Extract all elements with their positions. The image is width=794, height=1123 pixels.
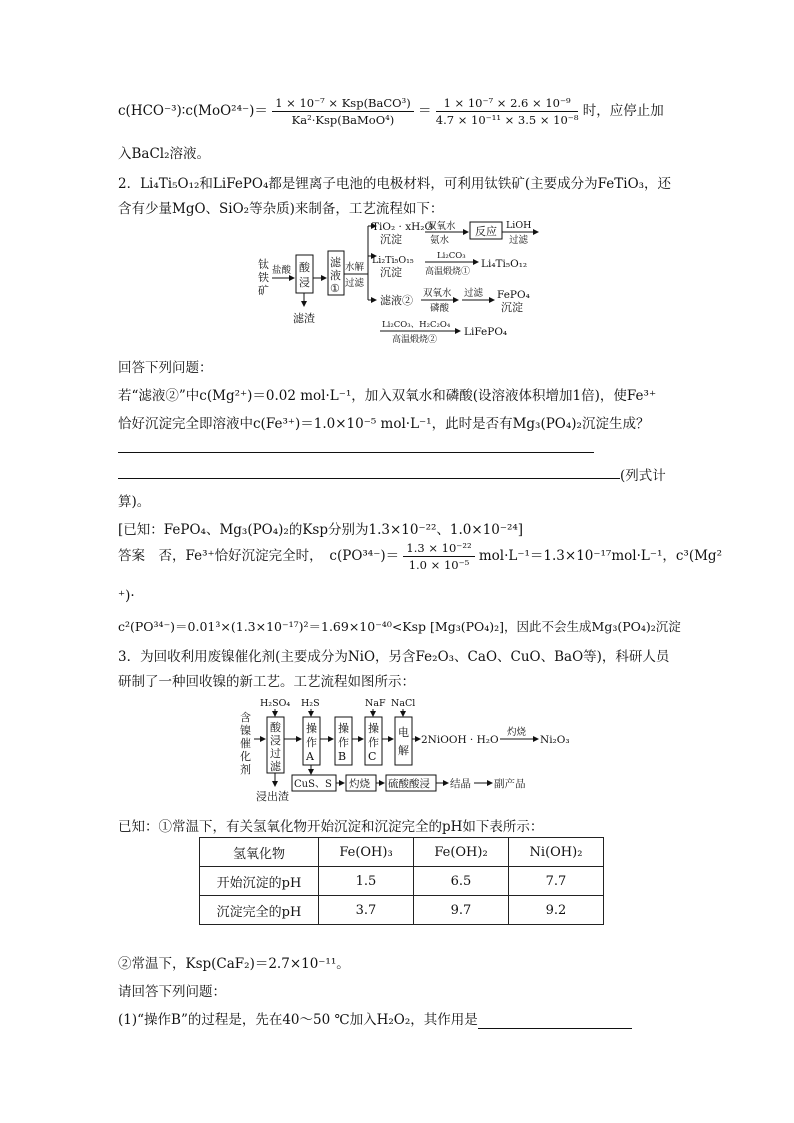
reaction-label: 反应	[475, 225, 497, 238]
ammonia-label: 氨水	[430, 235, 450, 246]
box1-char-4: 滤	[270, 760, 281, 773]
q3-known-2: ②常温下，Ksp(CaF₂)＝2.7×10⁻¹¹。	[118, 956, 350, 972]
calc1-label: 高温煅烧①	[425, 267, 471, 277]
q2-answer-line-1	[118, 541, 722, 572]
q2-answer-prompt: 回答下列问题：	[118, 360, 213, 376]
prev-fraction-1	[272, 96, 414, 127]
raw-char-2: 镍	[240, 724, 251, 737]
reagents2-label: Li₂CO₃、H₂C₂O₄	[382, 320, 451, 330]
box1-char-1: 酸	[270, 721, 281, 734]
box1-char-3: 过	[270, 747, 281, 760]
table-cell: 9.2	[509, 896, 604, 925]
table-row	[200, 896, 604, 925]
answer-blank-1[interactable]	[118, 452, 594, 453]
crystal-label: 结晶	[450, 778, 471, 790]
q2-question-line-3: (列式计	[620, 468, 666, 484]
box4-char-1: 操	[368, 722, 379, 735]
q2-answer-line-3: c²(PO³⁴⁻)＝0.01³×(1.3×10⁻¹⁷)²＝1.69×10⁻⁴⁰<Ksp [Mg₃(PO₄)₂]，因此不会生成Mg₃(PO₄)₂沉淀	[118, 619, 681, 634]
h2o2-label-a: 双氧水	[427, 221, 456, 232]
filtrate1-char-3: ①	[330, 282, 340, 295]
subquestion-1-text: (1)“操作B”的过程是，先在40～50 ℃加入H₂O₂，其作用是	[118, 1012, 478, 1028]
equals-sign: ＝	[417, 103, 432, 119]
residue-label: 滤渣	[293, 312, 315, 325]
q2-flow-diagram	[250, 218, 580, 348]
raw-char-3: 催	[240, 737, 251, 750]
q3-known-1: 已知：①常温下，有关氢氧化物开始沉淀和沉淀完全的pH如下表所示：	[118, 819, 544, 835]
h2o2-label-b: 双氧水	[423, 288, 452, 299]
phosacid-label: 磷酸	[430, 303, 450, 314]
frac2-denominator: 4.7 × 10⁻¹¹ × 3.5 × 10⁻⁸	[435, 113, 579, 127]
tio2-label: TiO₂ · xH₂O	[372, 221, 434, 233]
table-header-cell: Ni(OH)₂	[509, 838, 604, 867]
h2s-label: H₂S	[301, 698, 320, 709]
answer-suffix: mol·L⁻¹＝1.3×10⁻¹⁷mol·L⁻¹，c³(Mg²	[478, 548, 722, 564]
lioh-label: LiOH	[506, 220, 532, 231]
prev-ratio-lhs: c(HCO⁻³)∶c(MoO²⁴⁻)＝	[118, 103, 268, 119]
answer-blank-2[interactable]	[118, 478, 620, 479]
q2-question-line-1: 若“滤液②”中c(Mg²⁺)＝0.02 mol·L⁻¹，加入双氧水和磷酸(设溶液体积增加1倍)，使Fe³⁺	[118, 388, 657, 404]
filtrate1-char-2: 液	[330, 269, 341, 282]
table-cell: 6.5	[414, 867, 509, 896]
table-cell: 开始沉淀的pH	[200, 867, 319, 896]
ph-table	[199, 837, 604, 925]
table-cell: 9.7	[414, 896, 509, 925]
box5-char-1: 电	[398, 726, 409, 739]
box1-char-2: 浸	[270, 734, 281, 747]
product-label: 2NiOOH · H₂O	[421, 734, 499, 746]
frac1-denominator: Ka²·Ksp(BaMoO⁴)	[291, 113, 395, 127]
table-header-cell: Fe(OH)₃	[319, 838, 414, 867]
table-header-row	[200, 838, 604, 867]
table-cell: 7.7	[509, 867, 604, 896]
q3-flow-diagram	[236, 694, 572, 806]
box3-char-2: 作	[338, 736, 349, 749]
residue-label-3: 浸出渣	[256, 790, 289, 803]
ore-char-3: 矿	[258, 284, 269, 297]
answer-blank-3[interactable]	[478, 1012, 632, 1029]
table-cell: 沉淀完全的pH	[200, 896, 319, 925]
li4ti5o12-label: Li₄Ti₅O₁₂	[481, 258, 528, 270]
box2-char-2: 作	[306, 736, 317, 749]
fe-ppt-label: 沉淀	[501, 301, 523, 314]
lifepo4-label: LiFePO₄	[464, 326, 508, 338]
acid-label: 盐酸	[272, 265, 292, 276]
box4-char-2: 作	[368, 736, 379, 749]
filter-label: 过滤	[345, 278, 365, 289]
filter2-label: 过滤	[509, 235, 529, 246]
q2-answer-line-2: ⁺)·	[118, 588, 135, 604]
table-header-cell: 氢氧化物	[200, 838, 319, 867]
ore-char-2: 铁	[258, 271, 269, 284]
q3-intro-line-2: 研制了一种回收镍的新工艺。工艺流程如图所示：	[118, 674, 415, 690]
box4-char-3: C	[368, 750, 377, 763]
box5-char-2: 解	[398, 744, 409, 757]
nacl-label: NaCl	[391, 698, 416, 709]
answer-fraction	[403, 541, 474, 572]
prev-conclusion: 时，应停止加	[582, 103, 664, 119]
box3-char-3: B	[338, 750, 347, 763]
q3-prompt: 请回答下列问题：	[118, 984, 226, 1000]
tio2-ppt-label: 沉淀	[380, 233, 402, 246]
hydrolysis-label: 水解	[345, 262, 365, 273]
prev-line-2: 入BaCl₂溶液。	[118, 146, 211, 162]
prev-fraction-2	[436, 96, 579, 127]
table-header-cell: Fe(OH)₂	[414, 838, 509, 867]
filtrate2-label: 滤液②	[380, 294, 413, 307]
q2-known: [已知：FePO₄、Mg₃(PO₄)₂的Ksp分别为1.3×10⁻²²、1.0×10⁻²⁴]	[118, 522, 524, 538]
filter3-label: 过滤	[464, 288, 484, 299]
answer-prefix: 答案 否，Fe³⁺恰好沉淀完全时， c(PO³⁴⁻)＝	[118, 548, 400, 564]
box3-char-1: 操	[338, 722, 349, 735]
ni2o3-label: Ni₂O₃	[540, 734, 570, 746]
box2-char-1: 操	[306, 722, 317, 735]
q2-question-line-2: 恰好沉淀完全即溶液中c(Fe³⁺)＝1.0×10⁻⁵ mol·L⁻¹，此时是否有Mg₃(PO₄)₂沉淀生成？	[118, 416, 650, 432]
q3-subquestion-1	[118, 1008, 632, 1029]
li2co3-label: Li₂CO₃	[437, 251, 466, 261]
byproduct-label: 副产品	[494, 778, 526, 790]
prev-formula-line	[118, 96, 664, 127]
box2-char-3: A	[306, 750, 314, 763]
naf-label: NaF	[365, 698, 386, 709]
acidleach-label: 硫酸酸浸	[388, 778, 430, 790]
raw-char-1: 含	[240, 711, 251, 724]
raw-char-5: 剂	[240, 763, 251, 776]
cus-label: CuS、S	[294, 779, 332, 790]
burn-label: 灼烧	[507, 727, 527, 738]
q3-intro-line-1: 3．为回收利用废镍催化剂(主要成分为NiO，另含Fe₂O₃、CaO、CuO、BaO等)，科研人员	[118, 649, 670, 665]
frac2-numerator: 1 × 10⁻⁷ × 2.6 × 10⁻⁹	[436, 96, 579, 112]
leach-char-2: 浸	[299, 276, 310, 289]
frac1-numerator: 1 × 10⁻⁷ × Ksp(BaCO³)	[272, 96, 414, 112]
raw-char-4: 化	[240, 750, 251, 763]
filtrate1-char-1: 滤	[330, 256, 341, 269]
q2-question-line-4: 算)。	[118, 494, 151, 510]
ore-char-1: 钛	[258, 258, 269, 271]
q2-intro-line-2: 含有少量MgO、SiO₂等杂质)来制备，工艺流程如下：	[118, 201, 444, 217]
h2so4-label: H₂SO₄	[260, 698, 291, 709]
calc2-label: 高温煅烧②	[392, 335, 438, 345]
table-row	[200, 867, 604, 896]
electrolysis-box	[395, 717, 412, 765]
li-ppt-label: 沉淀	[380, 266, 402, 279]
table-cell: 1.5	[319, 867, 414, 896]
table-cell: 3.7	[319, 896, 414, 925]
answer-denominator: 1.0 × 10⁻⁵	[408, 558, 470, 572]
q2-intro-line-1: 2．Li₄Ti₅O₁₂和LiFePO₄都是锂离子电池的电极材料，可利用钛铁矿(主要成分为FeTiO₃，还	[118, 176, 672, 192]
li2ti5o15-label: Li₂Ti₅O₁₅	[372, 255, 414, 266]
burn2-label: 灼烧	[349, 778, 370, 790]
fepo4-label: FePO₄	[497, 289, 530, 301]
answer-numerator: 1.3 × 10⁻²²	[403, 541, 474, 557]
leach-char-1: 酸	[299, 261, 310, 274]
